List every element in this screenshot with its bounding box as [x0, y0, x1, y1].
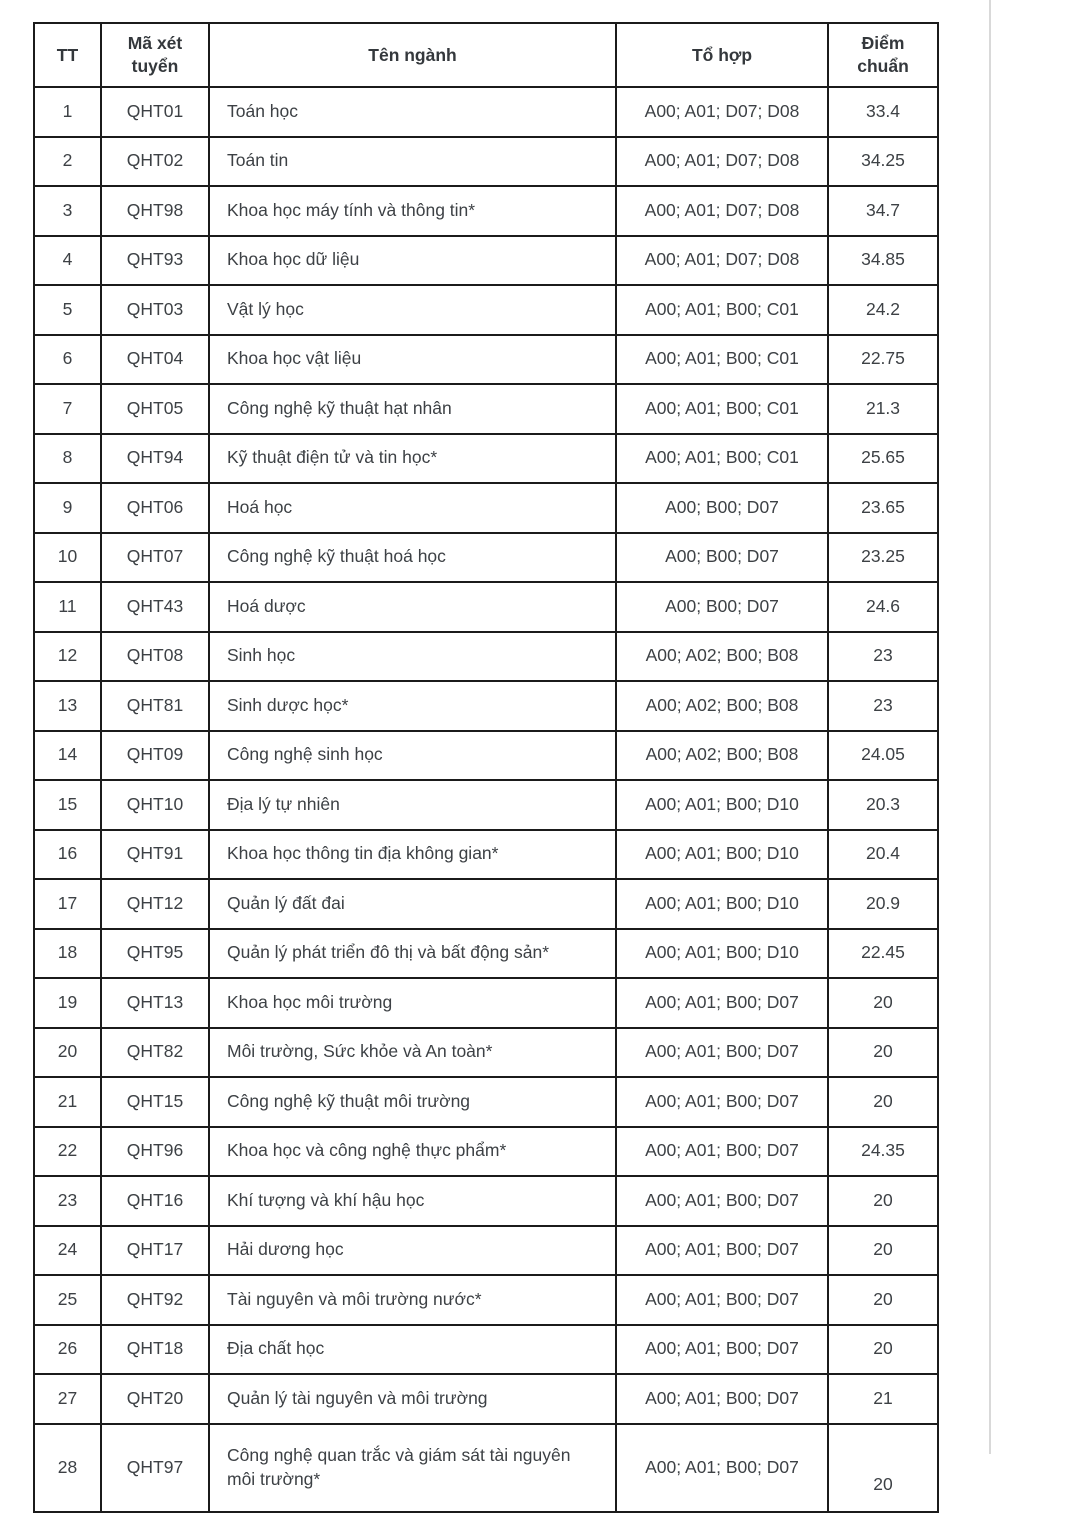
cell-major: Quản lý tài nguyên và môi trường	[209, 1374, 616, 1424]
header-row	[34, 23, 938, 87]
cell-tt: 25	[34, 1275, 101, 1325]
table-row	[34, 780, 938, 830]
cell-tt: 3	[34, 186, 101, 236]
cell-major: Khoa học dữ liệu	[209, 236, 616, 286]
table-row	[34, 731, 938, 781]
cell-tt: 6	[34, 335, 101, 385]
cell-combo: A00; B00; D07	[616, 483, 828, 533]
cell-code: QHT20	[101, 1374, 209, 1424]
cell-major: Công nghệ kỹ thuật hạt nhân	[209, 384, 616, 434]
cell-code: QHT81	[101, 681, 209, 731]
cell-combo: A00; A01; B00; D07	[616, 1374, 828, 1424]
cell-score: 23.25	[828, 533, 938, 583]
cell-score: 20	[828, 1176, 938, 1226]
table-row	[34, 681, 938, 731]
cell-score: 34.25	[828, 137, 938, 187]
cell-tt: 16	[34, 830, 101, 880]
cell-tt: 12	[34, 632, 101, 682]
cell-score: 34.85	[828, 236, 938, 286]
cell-major: Toán tin	[209, 137, 616, 187]
cell-combo: A00; A01; B00; D07	[616, 1424, 828, 1512]
cell-major: Kỹ thuật điện tử và tin học*	[209, 434, 616, 484]
cell-score: 20	[828, 1325, 938, 1375]
cell-tt: 4	[34, 236, 101, 286]
col-header-score: Điểm chuẩn	[828, 23, 938, 87]
table-row	[34, 1374, 938, 1424]
cell-major: Khoa học và công nghệ thực phẩm*	[209, 1127, 616, 1177]
cell-code: QHT82	[101, 1028, 209, 1078]
cell-score: 22.75	[828, 335, 938, 385]
cell-score: 20	[828, 1275, 938, 1325]
table-row	[34, 879, 938, 929]
cell-combo: A00; A01; B00; D07	[616, 1077, 828, 1127]
table-row	[34, 533, 938, 583]
cell-tt: 5	[34, 285, 101, 335]
table-row	[34, 285, 938, 335]
cell-code: QHT03	[101, 285, 209, 335]
table-row	[34, 1226, 938, 1276]
cell-combo: A00; A01; B00; C01	[616, 434, 828, 484]
cell-code: QHT92	[101, 1275, 209, 1325]
cell-major: Hoá dược	[209, 582, 616, 632]
cell-score: 20	[828, 978, 938, 1028]
table-row	[34, 929, 938, 979]
cell-tt: 20	[34, 1028, 101, 1078]
cell-combo: A00; A01; B00; C01	[616, 384, 828, 434]
cell-major: Khoa học máy tính và thông tin*	[209, 186, 616, 236]
table-row	[34, 384, 938, 434]
cell-code: QHT07	[101, 533, 209, 583]
cell-code: QHT16	[101, 1176, 209, 1226]
cell-combo: A00; A02; B00; B08	[616, 681, 828, 731]
cell-score: 20	[828, 1226, 938, 1276]
table-row	[34, 1077, 938, 1127]
cell-tt: 27	[34, 1374, 101, 1424]
cell-code: QHT18	[101, 1325, 209, 1375]
cell-code: QHT08	[101, 632, 209, 682]
cell-major: Quản lý đất đai	[209, 879, 616, 929]
col-header-combo: Tổ hợp	[616, 23, 828, 87]
cell-tt: 1	[34, 87, 101, 137]
cell-combo: A00; A01; B00; D07	[616, 1275, 828, 1325]
cell-score: 23.65	[828, 483, 938, 533]
cell-tt: 9	[34, 483, 101, 533]
cell-major: Vật lý học	[209, 285, 616, 335]
cell-score: 21	[828, 1374, 938, 1424]
table-row	[34, 1176, 938, 1226]
cell-combo: A00; A01; B00; D10	[616, 780, 828, 830]
cell-code: QHT05	[101, 384, 209, 434]
admission-table-body	[34, 87, 938, 1512]
table-row	[34, 1275, 938, 1325]
cell-combo: A00; A01; B00; D07	[616, 1325, 828, 1375]
cell-major: Công nghệ quan trắc và giám sát tài nguyên môi trường*	[209, 1424, 616, 1512]
cell-combo: A00; A02; B00; B08	[616, 632, 828, 682]
cell-combo: A00; A01; B00; D07	[616, 1127, 828, 1177]
cell-code: QHT91	[101, 830, 209, 880]
cell-combo: A00; A01; D07; D08	[616, 137, 828, 187]
col-header-code: Mã xét tuyển	[101, 23, 209, 87]
cell-code: QHT94	[101, 434, 209, 484]
table-row	[34, 1325, 938, 1375]
table-row	[34, 582, 938, 632]
table-row	[34, 186, 938, 236]
cell-combo: A00; A01; B00; D10	[616, 830, 828, 880]
table-row	[34, 978, 938, 1028]
cell-combo: A00; B00; D07	[616, 533, 828, 583]
cell-score: 24.6	[828, 582, 938, 632]
cell-code: QHT96	[101, 1127, 209, 1177]
cell-combo: A00; A01; D07; D08	[616, 186, 828, 236]
cell-score: 22.45	[828, 929, 938, 979]
cell-score: 20.9	[828, 879, 938, 929]
cell-tt: 21	[34, 1077, 101, 1127]
cell-code: QHT01	[101, 87, 209, 137]
cell-major: Địa chất học	[209, 1325, 616, 1375]
cell-tt: 8	[34, 434, 101, 484]
cell-score: 23	[828, 681, 938, 731]
cell-tt: 2	[34, 137, 101, 187]
table-row	[34, 434, 938, 484]
cell-tt: 14	[34, 731, 101, 781]
cell-score: 24.2	[828, 285, 938, 335]
cell-major: Hoá học	[209, 483, 616, 533]
cell-combo: A00; A01; B00; C01	[616, 285, 828, 335]
page-edge-divider	[989, 0, 991, 1454]
cell-code: QHT09	[101, 731, 209, 781]
cell-code: QHT13	[101, 978, 209, 1028]
cell-combo: A00; A02; B00; B08	[616, 731, 828, 781]
cell-score: 20	[828, 1424, 938, 1512]
table-row	[34, 483, 938, 533]
cell-combo: A00; A01; B00; D07	[616, 978, 828, 1028]
table-row	[34, 1127, 938, 1177]
cell-code: QHT15	[101, 1077, 209, 1127]
cell-score: 20.3	[828, 780, 938, 830]
cell-tt: 11	[34, 582, 101, 632]
cell-score: 24.35	[828, 1127, 938, 1177]
cell-code: QHT12	[101, 879, 209, 929]
table-row	[34, 1424, 938, 1512]
cell-major: Toán học	[209, 87, 616, 137]
cell-code: QHT10	[101, 780, 209, 830]
cell-code: QHT17	[101, 1226, 209, 1276]
cell-tt: 17	[34, 879, 101, 929]
cell-score: 20	[828, 1077, 938, 1127]
cell-score: 34.7	[828, 186, 938, 236]
cell-major: Sinh học	[209, 632, 616, 682]
cell-score: 23	[828, 632, 938, 682]
table-row	[34, 137, 938, 187]
cell-combo: A00; A01; B00; D07	[616, 1226, 828, 1276]
cell-tt: 24	[34, 1226, 101, 1276]
cell-combo: A00; A01; B00; C01	[616, 335, 828, 385]
cell-tt: 19	[34, 978, 101, 1028]
cell-major: Công nghệ sinh học	[209, 731, 616, 781]
cell-combo: A00; A01; D07; D08	[616, 87, 828, 137]
cell-tt: 7	[34, 384, 101, 434]
cell-major: Công nghệ kỹ thuật hoá học	[209, 533, 616, 583]
table-row	[34, 830, 938, 880]
cell-combo: A00; A01; B00; D07	[616, 1176, 828, 1226]
cell-major: Khoa học vật liệu	[209, 335, 616, 385]
cell-combo: A00; A01; B00; D07	[616, 1028, 828, 1078]
cell-score: 21.3	[828, 384, 938, 434]
cell-major: Hải dương học	[209, 1226, 616, 1276]
cell-score: 24.05	[828, 731, 938, 781]
admission-scores-table	[33, 22, 939, 1513]
cell-tt: 13	[34, 681, 101, 731]
cell-score: 33.4	[828, 87, 938, 137]
cell-score: 25.65	[828, 434, 938, 484]
cell-major: Tài nguyên và môi trường nước*	[209, 1275, 616, 1325]
cell-combo: A00; A01; B00; D10	[616, 929, 828, 979]
cell-combo: A00; A01; B00; D10	[616, 879, 828, 929]
cell-major: Sinh dược học*	[209, 681, 616, 731]
cell-code: QHT06	[101, 483, 209, 533]
cell-code: QHT95	[101, 929, 209, 979]
cell-score: 20	[828, 1028, 938, 1078]
cell-major: Khoa học thông tin địa không gian*	[209, 830, 616, 880]
table-row	[34, 632, 938, 682]
cell-code: QHT98	[101, 186, 209, 236]
table-row	[34, 236, 938, 286]
cell-tt: 22	[34, 1127, 101, 1177]
cell-major: Địa lý tự nhiên	[209, 780, 616, 830]
cell-combo: A00; B00; D07	[616, 582, 828, 632]
cell-tt: 28	[34, 1424, 101, 1512]
cell-score: 20.4	[828, 830, 938, 880]
cell-code: QHT04	[101, 335, 209, 385]
cell-major: Khoa học môi trường	[209, 978, 616, 1028]
col-header-major: Tên ngành	[209, 23, 616, 87]
table-row	[34, 335, 938, 385]
col-header-tt: TT	[34, 23, 101, 87]
cell-code: QHT93	[101, 236, 209, 286]
cell-major: Quản lý phát triển đô thị và bất động sản*	[209, 929, 616, 979]
table-row	[34, 1028, 938, 1078]
cell-major: Môi trường, Sức khỏe và An toàn*	[209, 1028, 616, 1078]
cell-major: Khí tượng và khí hậu học	[209, 1176, 616, 1226]
cell-code: QHT97	[101, 1424, 209, 1512]
cell-tt: 15	[34, 780, 101, 830]
table-row	[34, 87, 938, 137]
cell-tt: 10	[34, 533, 101, 583]
cell-code: QHT02	[101, 137, 209, 187]
cell-combo: A00; A01; D07; D08	[616, 236, 828, 286]
cell-tt: 23	[34, 1176, 101, 1226]
cell-code: QHT43	[101, 582, 209, 632]
cell-tt: 18	[34, 929, 101, 979]
cell-tt: 26	[34, 1325, 101, 1375]
cell-major: Công nghệ kỹ thuật môi trường	[209, 1077, 616, 1127]
